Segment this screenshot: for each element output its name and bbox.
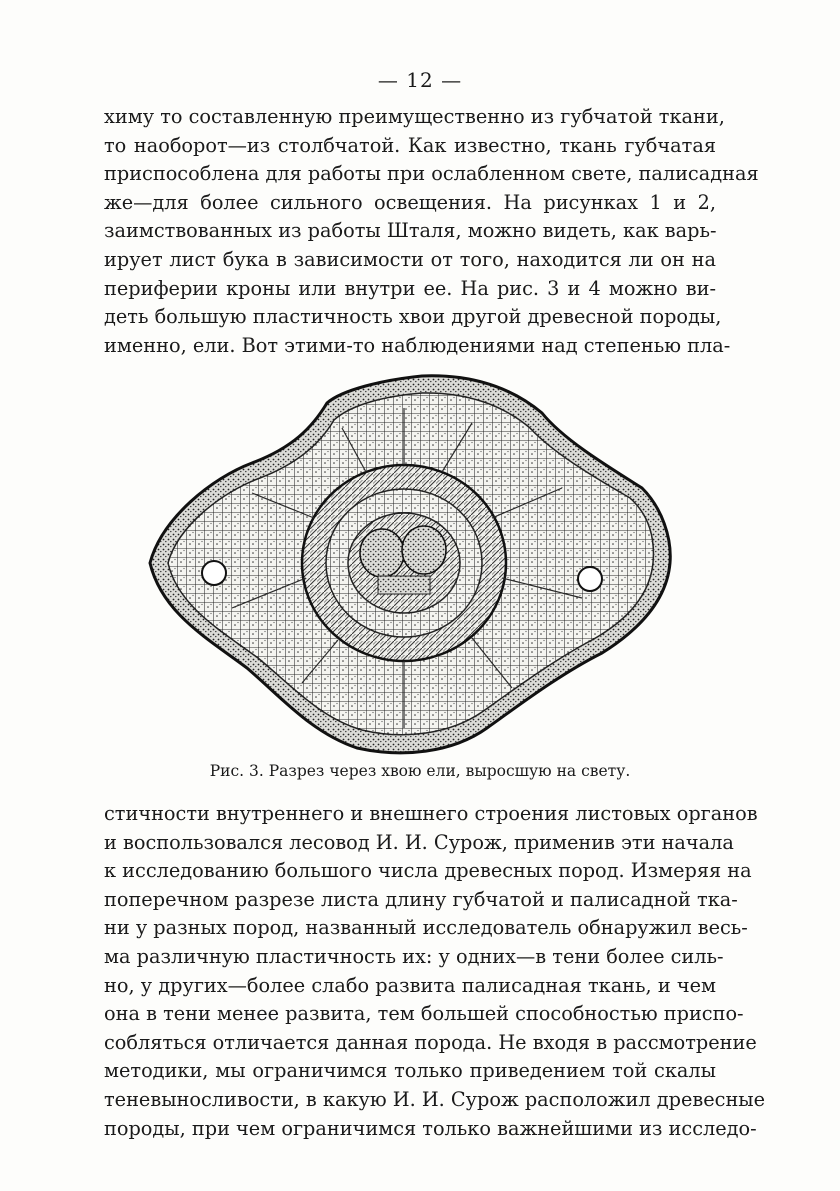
text-line: приспособлена для работы при ослабленном свете, палисадная [104, 162, 759, 186]
text-line: породы, при чем ограничимся только важнейшими из исследо- [104, 1116, 757, 1140]
text-line: же—для более сильного освещения. На рисунках 1 и 2, [104, 190, 716, 214]
vascular-bundle [402, 526, 446, 574]
text-line: именно, ели. Вот этими-то наблюдениями над степенью пла- [104, 333, 731, 357]
text-line: теневыносливости, в какую И. И. Сурож расположил древесные [104, 1087, 766, 1111]
text-line: стичности внутреннего и внешнего строения листовых органов [104, 802, 758, 825]
text-line: ирует лист бука в зависимости от того, находится ли он на [104, 247, 716, 271]
text-line: она в тени менее развита, тем большей способностью приспо- [104, 1002, 744, 1026]
text-line: ма различную пластичность их: у одних—в тени более силь- [104, 944, 724, 968]
text-line: к исследованию большого числа древесных пород. Измеряя на [104, 859, 752, 883]
vascular-bundle [360, 529, 404, 577]
page-number: — 12 — [377, 68, 463, 92]
top-paragraph [104, 103, 759, 360]
resin-canal [202, 561, 226, 585]
text-line: и воспользовался лесовод И. И. Сурож, применив эти начала [104, 830, 734, 854]
text-line: химу то составленную преимущественно из губчатой ткани, [104, 105, 725, 128]
text-line: собляться отличается данная порода. Не входя в рассмотрение [104, 1030, 757, 1054]
bottom-paragraph [104, 800, 766, 1143]
text-line: то наоборот—из столбчатой. Как известно, ткань губчатая [104, 133, 716, 157]
text-line: ни у разных пород, названный исследователь обнаружил весь- [104, 916, 748, 940]
figure-caption: Рис. 3. Разрез через хвою ели, выросшую на свету. [209, 762, 631, 780]
text-line: периферии кроны или внутри ее. На рис. 3 и 4 можно ви- [104, 276, 716, 300]
text-line: заимствованных из работы Шталя, можно видеть, как варь- [104, 219, 717, 243]
text-line: поперечном разрезе листа длину губчатой и палисадной тка- [104, 887, 738, 911]
text-line: методики, мы ограничимся только приведением той скалы [104, 1059, 716, 1083]
text-line: но, у других—более слабо развита палисадная ткань, и чем [104, 973, 716, 997]
needle-cross-section-drawing [142, 368, 678, 758]
needle-cross-section-figure [142, 368, 678, 758]
resin-canal [578, 567, 602, 591]
text-line: деть большую пластичность хвои другой древесной породы, [104, 305, 722, 329]
